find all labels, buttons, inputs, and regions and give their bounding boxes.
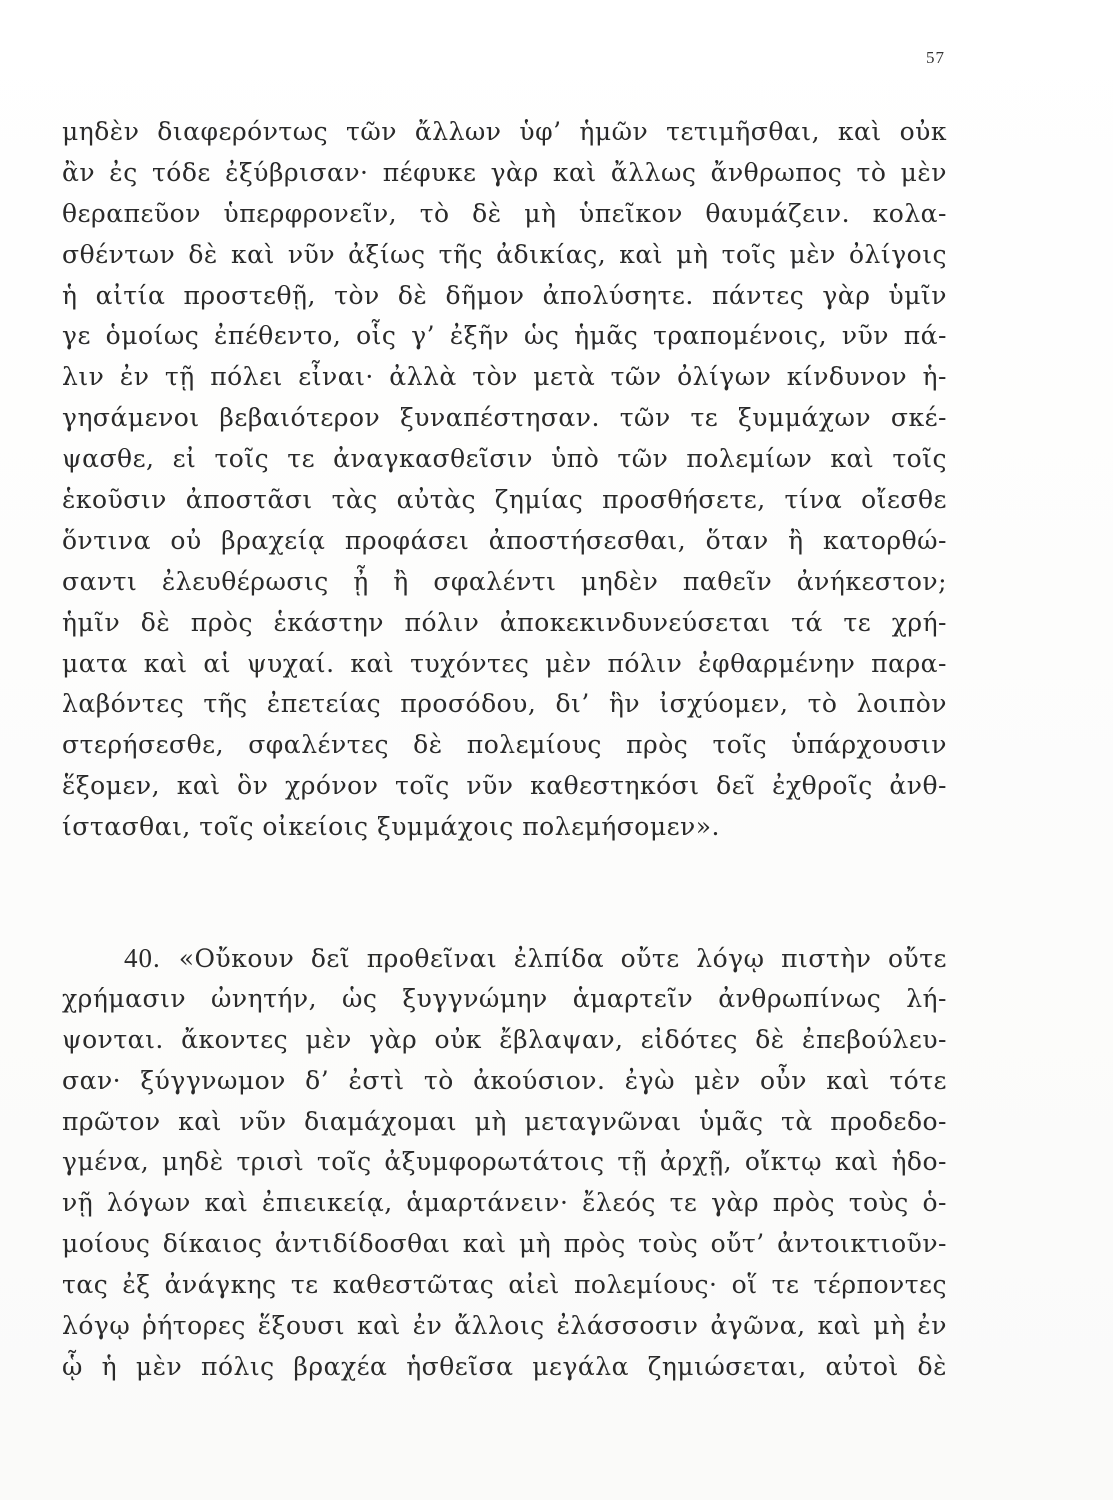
text-line: σαντι ἐλευθέρωσις ᾖ ἢ σφαλέντι μηδὲν παθεῖν ἀνήκεστον; xyxy=(62,566,947,596)
text-line: μηδὲν διαφερόντως τῶν ἄλλων ὑφ’ ἡμῶν τετιμῆσθαι, καὶ οὐκ xyxy=(62,117,947,146)
text-line: ψονται. ἄκοντες μὲν γὰρ οὐκ ἔβλαψαν, εἰδότες δὲ ἐπεβούλευ- xyxy=(62,1024,947,1054)
text-line: χρήμασιν ὠνητήν, ὡς ξυγγνώμην ἁμαρτεῖν ἀνθρωπίνως λή- xyxy=(62,983,947,1013)
text-line: ἡμῖν δὲ πρὸς ἑκάστην πόλιν ἀποκεκινδυνεύσεται τά τε χρή- xyxy=(62,607,947,637)
text-line: γμένα, μηδὲ τρισὶ τοῖς ἀξυμφορωτάτοις τῇ ἀρχῇ, οἴκτῳ καὶ ἡδο- xyxy=(62,1147,947,1177)
text-line: ψασθε, εἰ τοῖς τε ἀναγκασθεῖσιν ὑπὸ τῶν πολεμίων καὶ τοῖς xyxy=(62,444,947,474)
paragraph-section-40 xyxy=(62,938,947,1388)
text-line: ἂν ἐς τόδε ἐξύβρισαν· πέφυκε γὰρ καὶ ἄλλως ἄνθρωπος τὸ μὲν xyxy=(62,157,947,187)
text-line: στερήσεσθε, σφαλέντες δὲ πολεμίους πρὸς τοῖς ὑπάρχουσιν xyxy=(62,730,947,760)
text-line-content: «Οὔκουν δεῖ προθεῖναι ἐλπίδα οὔτε λόγῳ πιστὴν οὔτε xyxy=(178,944,947,973)
text-line: σθέντων δὲ καὶ νῦν ἀξίως τῆς ἀδικίας, καὶ μὴ τοῖς μὲν ὀλίγοις xyxy=(62,239,947,269)
section-number: 40. xyxy=(124,943,161,973)
text-line: λαβόντες τῆς ἐπετείας προσόδου, δι’ ἣν ἰσχύομεν, τὸ λοιπὸν xyxy=(62,689,947,719)
text-line: ὅντινα οὐ βραχείᾳ προφάσει ἀποστήσεσθαι, ὅταν ἢ κατορθώ- xyxy=(62,525,947,555)
page-number: 57 xyxy=(926,48,945,67)
text-line: γησάμενοι βεβαιότερον ξυναπέστησαν. τῶν τε ξυμμάχων σκέ- xyxy=(62,403,947,433)
text-line: θεραπεῦον ὑπερφρονεῖν, τὸ δὲ μὴ ὑπεῖκον θαυμάζειν. κολα- xyxy=(62,198,947,228)
text-line: μοίους δίκαιος ἀντιδίδοσθαι καὶ μὴ πρὸς τοὺς οὔτ’ ἀντοικτιοῦν- xyxy=(62,1229,947,1259)
text-line: λόγῳ ῥήτορες ἕξουσι καὶ ἐν ἄλλοις ἐλάσσοσιν ἀγῶνα, καὶ μὴ ἐν xyxy=(62,1311,947,1341)
text-line: σαν· ξύγγνωμον δ’ ἐστὶ τὸ ἀκούσιον. ἐγὼ μὲν οὖν καὶ τότε xyxy=(62,1065,947,1095)
text-line: γε ὁμοίως ἐπέθεντο, οἷς γ’ ἐξῆν ὡς ἡμᾶς τραπομένοις, νῦν πά- xyxy=(62,321,947,351)
text-line: ἑκοῦσιν ἀποστᾶσι τὰς αὐτὰς ζημίας προσθήσετε, τίνα οἴεσθε xyxy=(62,485,947,515)
text-line: πρῶτον καὶ νῦν διαμάχομαι μὴ μεταγνῶναι ὑμᾶς τὰ προδεδο- xyxy=(62,1106,947,1136)
text-line: ίστασθαι, τοῖς οἰκείοις ξυμμάχοις πολεμήσομεν». xyxy=(62,812,720,842)
paragraph-continuation xyxy=(62,112,947,848)
text-line: νῇ λόγων καὶ ἐπιεικείᾳ, ἁμαρτάνειν· ἔλεός τε γὰρ πρὸς τοὺς ὁ- xyxy=(62,1188,947,1218)
text-line: τας ἐξ ἀνάγκης τε καθεστῶτας αἰεὶ πολεμίους· οἵ τε τέρποντες xyxy=(62,1270,947,1300)
text-line: λιν ἐν τῇ πόλει εἶναι· ἀλλὰ τὸν μετὰ τῶν ὀλίγων κίνδυνον ἡ- xyxy=(62,362,947,392)
text-line: ᾧ ἡ μὲν πόλις βραχέα ἡσθεῖσα μεγάλα ζημιώσεται, αὐτοὶ δὲ xyxy=(62,1351,947,1381)
text-line: ματα καὶ αἱ ψυχαί. καὶ τυχόντες μὲν πόλιν ἐφθαρμένην παρα- xyxy=(62,648,947,678)
text-line: ἕξομεν, καὶ ὃν χρόνον τοῖς νῦν καθεστηκόσι δεῖ ἐχθροῖς ἀνθ- xyxy=(62,771,947,801)
text-line-first xyxy=(62,938,947,979)
text-line: ἡ αἰτία προστεθῇ, τὸν δὲ δῆμον ἀπολύσητε. πάντες γὰρ ὑμῖν xyxy=(62,280,947,310)
